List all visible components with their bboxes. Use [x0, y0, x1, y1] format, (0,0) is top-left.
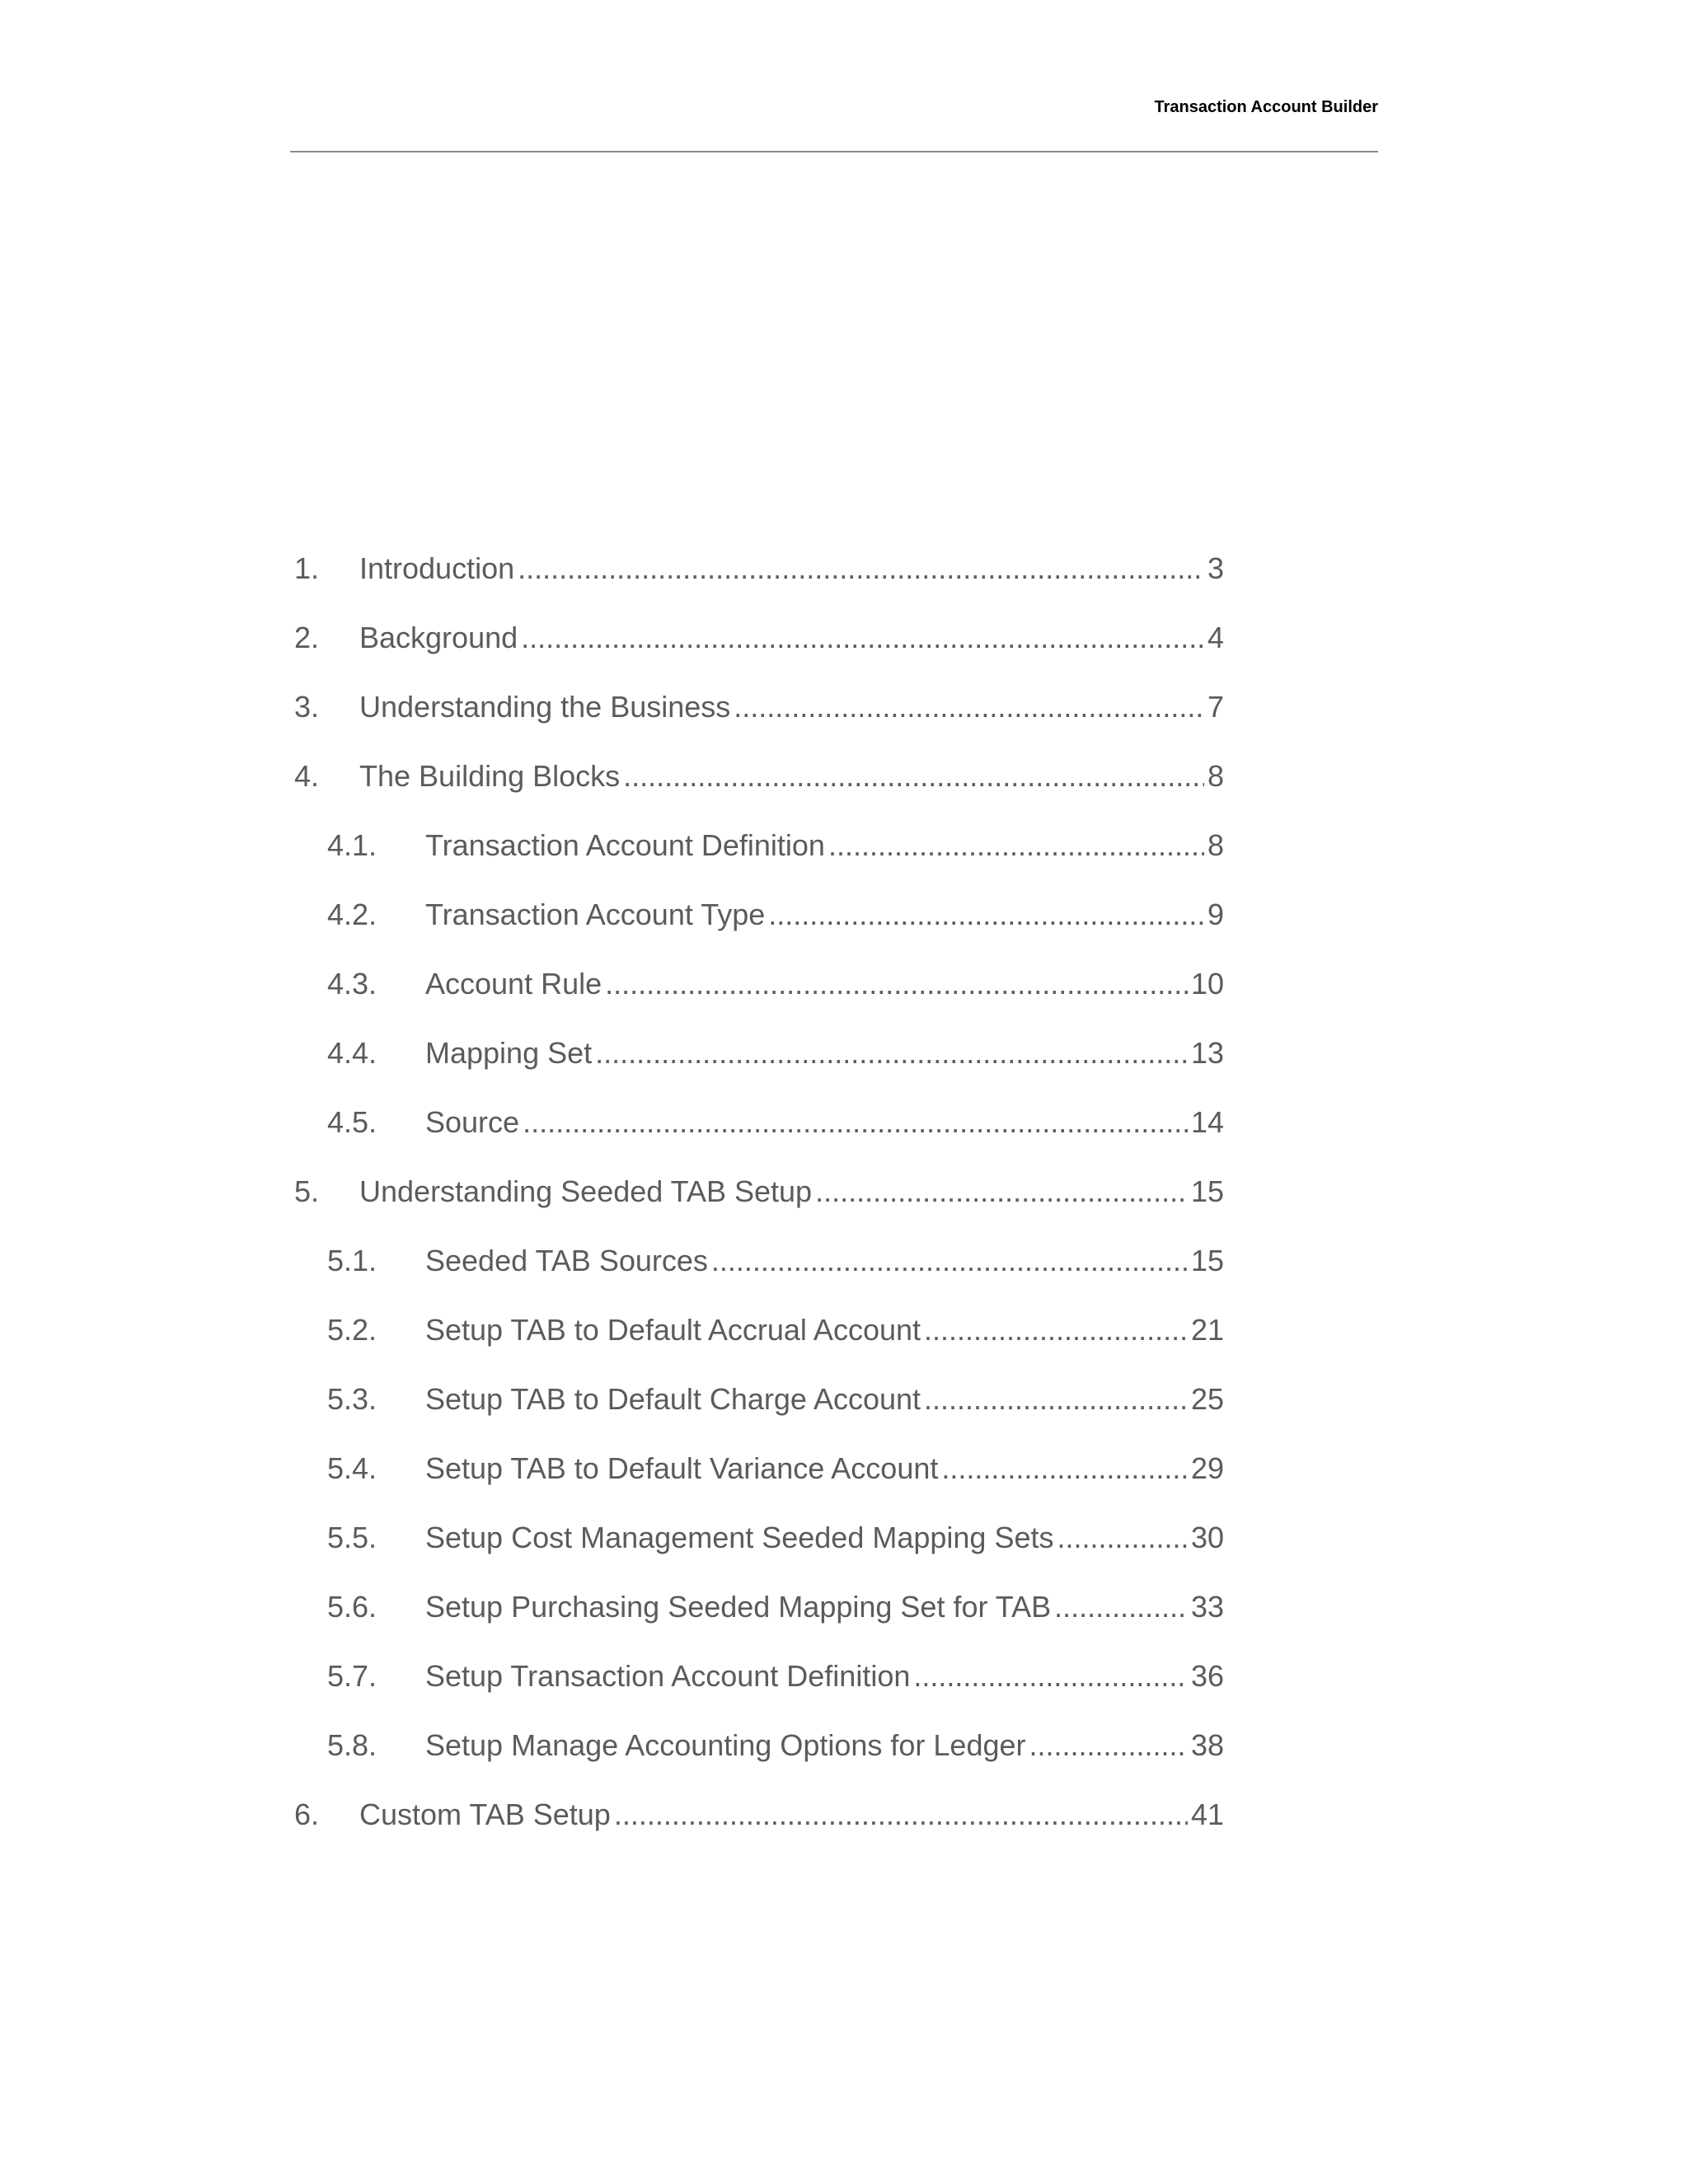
toc-entry-title: Setup Manage Accounting Options for Ledger: [425, 1728, 1026, 1762]
toc-entry-page: 10: [1190, 967, 1224, 1001]
toc-entry-transaction-account-type[interactable]: [327, 895, 1224, 935]
toc-entry-page: 15: [1190, 1174, 1224, 1208]
toc-entry-page: 41: [1190, 1797, 1224, 1831]
toc-entry-title: Seeded TAB Sources: [425, 1244, 708, 1277]
toc-entry-number: 5.3.: [327, 1382, 377, 1416]
toc-dot-leader: [913, 1657, 1188, 1696]
toc-entry-seeded-tab-sources[interactable]: [327, 1241, 1224, 1281]
toc-entry-setup-manage-accounting-options[interactable]: [327, 1726, 1224, 1765]
toc-entry-number: 4.3.: [327, 967, 377, 1001]
toc-entry-the-building-blocks[interactable]: [294, 757, 1224, 796]
toc-dot-leader: [1054, 1587, 1188, 1627]
toc-entry-page: 14: [1190, 1105, 1224, 1139]
toc-entry-custom-tab-setup[interactable]: [294, 1795, 1224, 1835]
toc-entry-title: Setup TAB to Default Variance Account: [425, 1451, 939, 1485]
toc-entry-title: Setup TAB to Default Accrual Account: [425, 1313, 921, 1347]
toc-dot-leader: [711, 1241, 1188, 1281]
toc-entry-page: 36: [1190, 1659, 1224, 1693]
toc-entry-title: Mapping Set: [425, 1036, 593, 1070]
toc-entry-setup-tab-default-variance-account[interactable]: [327, 1449, 1224, 1488]
toc-entry-title: Understanding Seeded TAB Setup: [359, 1174, 813, 1208]
toc-entry-number: 5.4.: [327, 1451, 377, 1485]
toc-entry-title: Background: [359, 621, 518, 654]
toc-entry-number: 3.: [294, 690, 320, 724]
toc-entry-title: Transaction Account Definition: [425, 828, 825, 862]
toc-entry-title: Understanding the Business: [359, 690, 731, 724]
running-header-title: Transaction Account Builder: [1154, 98, 1378, 116]
toc-entry-page: 8: [1207, 759, 1224, 793]
toc-entry-title: Account Rule: [425, 967, 603, 1001]
toc-entry-number: 4.2.: [327, 898, 377, 931]
toc-dot-leader: [614, 1795, 1188, 1835]
toc-entry-number: 5.: [294, 1174, 320, 1208]
toc-dot-leader: [924, 1310, 1188, 1350]
toc-entry-title: Setup Purchasing Seeded Mapping Set for TAB: [425, 1590, 1052, 1624]
toc-entry-page: 7: [1207, 690, 1224, 724]
toc-entry-account-rule[interactable]: [327, 964, 1224, 1004]
toc-entry-number: 5.7.: [327, 1659, 377, 1693]
toc-entry-number: 4.4.: [327, 1036, 377, 1070]
toc-entry-title: Custom TAB Setup: [359, 1797, 611, 1831]
toc-entry-number: 5.1.: [327, 1244, 377, 1277]
toc-entry-page: 3: [1207, 551, 1224, 585]
toc-entry-page: 9: [1207, 898, 1224, 931]
toc-dot-leader: [523, 1103, 1188, 1142]
toc-entry-background[interactable]: [294, 618, 1224, 658]
toc-entry-number: 4.5.: [327, 1105, 377, 1139]
toc-dot-leader: [828, 826, 1204, 865]
toc-dot-leader: [1057, 1518, 1188, 1558]
toc-entry-setup-tab-default-charge-account[interactable]: [327, 1380, 1224, 1419]
toc-dot-leader: [815, 1172, 1188, 1212]
toc-entry-page: 33: [1190, 1590, 1224, 1624]
toc-entry-number: 5.8.: [327, 1728, 377, 1762]
toc-entry-title: Setup Cost Management Seeded Mapping Sets: [425, 1521, 1054, 1554]
toc-dot-leader: [924, 1380, 1188, 1419]
toc-entry-mapping-set[interactable]: [327, 1033, 1224, 1073]
toc-entry-number: 2.: [294, 621, 320, 654]
toc-entry-page: 25: [1190, 1382, 1224, 1416]
toc-entry-setup-transaction-account-definition[interactable]: [327, 1657, 1224, 1696]
toc-entry-number: 1.: [294, 551, 320, 585]
toc-dot-leader: [521, 618, 1204, 658]
toc-entry-introduction[interactable]: [294, 549, 1224, 588]
toc-entry-page: 29: [1190, 1451, 1224, 1485]
toc-entry-page: 21: [1190, 1313, 1224, 1347]
toc-entry-number: 5.5.: [327, 1521, 377, 1554]
toc-entry-title: Transaction Account Type: [425, 898, 766, 931]
toc-entry-page: 15: [1190, 1244, 1224, 1277]
toc-dot-leader: [941, 1449, 1188, 1488]
toc-entry-page: 13: [1190, 1036, 1224, 1070]
toc-entry-page: 4: [1207, 621, 1224, 654]
toc-entry-title: Setup Transaction Account Definition: [425, 1659, 911, 1693]
toc-entry-setup-purchasing-seeded-mapping-set[interactable]: [327, 1587, 1224, 1627]
toc-entry-number: 4.1.: [327, 828, 377, 862]
toc-dot-leader: [605, 964, 1188, 1004]
toc-entry-page: 38: [1190, 1728, 1224, 1762]
toc-entry-title: Introduction: [359, 551, 515, 585]
toc-dot-leader: [518, 549, 1204, 588]
toc-entry-number: 4.: [294, 759, 320, 793]
toc-entry-title: Setup TAB to Default Charge Account: [425, 1382, 921, 1416]
toc-entry-transaction-account-definition[interactable]: [327, 826, 1224, 865]
toc-entry-setup-cost-management-seeded-mapping-sets[interactable]: [327, 1518, 1224, 1558]
toc-entry-title: The Building Blocks: [359, 759, 621, 793]
toc-entry-page: 30: [1190, 1521, 1224, 1554]
toc-entry-number: 6.: [294, 1797, 320, 1831]
toc-dot-leader: [734, 687, 1204, 727]
toc-dot-leader: [623, 757, 1204, 796]
toc-dot-leader: [768, 895, 1204, 935]
toc-entry-number: 5.2.: [327, 1313, 377, 1347]
toc-dot-leader: [1029, 1726, 1188, 1765]
toc-entry-understanding-the-business[interactable]: [294, 687, 1224, 727]
toc-entry-number: 5.6.: [327, 1590, 377, 1624]
toc-dot-leader: [595, 1033, 1188, 1073]
toc-entry-understanding-seeded-tab-setup[interactable]: [294, 1172, 1224, 1212]
toc-entry-title: Source: [425, 1105, 520, 1139]
toc-entry-source[interactable]: [327, 1103, 1224, 1142]
toc-entry-page: 8: [1207, 828, 1224, 862]
toc-entry-setup-tab-default-accrual-account[interactable]: [327, 1310, 1224, 1350]
